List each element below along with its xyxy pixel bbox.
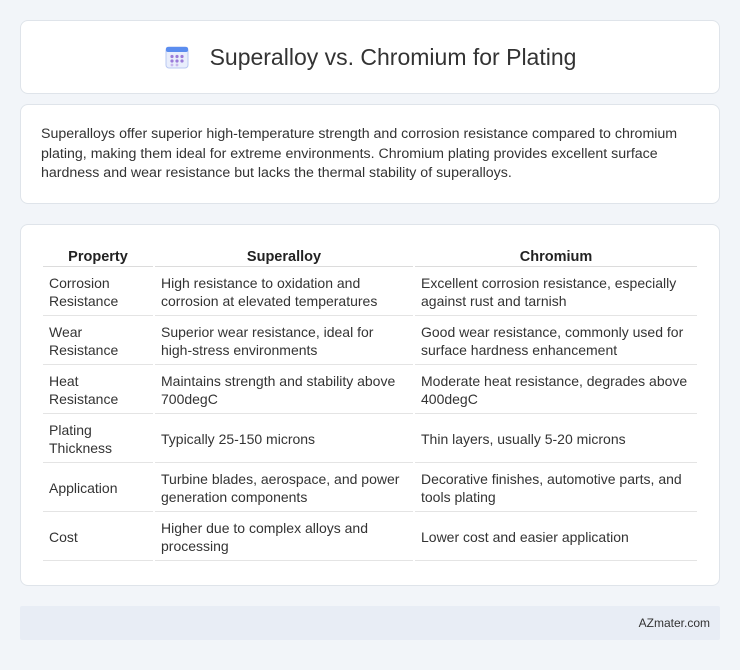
page-title: Superalloy vs. Chromium for Plating — [209, 43, 577, 70]
title-wrap — [164, 44, 577, 71]
cell-chromium: Lower cost and easier application — [415, 514, 697, 561]
table-row — [43, 269, 697, 316]
footer-bar — [20, 606, 720, 640]
comparison-table-card — [20, 224, 720, 586]
cell-chromium: Decorative finishes, automotive parts, and tools plating — [415, 465, 697, 512]
comparison-table — [41, 243, 699, 563]
cell-property: Corrosion Resistance — [43, 269, 153, 316]
table-row — [43, 465, 697, 512]
cell-superalloy: Maintains strength and stability above 700degC — [155, 367, 413, 414]
cell-chromium: Excellent corrosion resistance, especially against rust and tarnish — [415, 269, 697, 316]
cell-superalloy: Turbine blades, aerospace, and power generation components — [155, 465, 413, 512]
title-card — [20, 20, 720, 94]
intro-card — [20, 104, 720, 204]
table-row — [43, 318, 697, 365]
cell-chromium: Good wear resistance, commonly used for surface hardness enhancement — [415, 318, 697, 365]
cell-property: Plating Thickness — [43, 416, 153, 463]
cell-property: Application — [43, 465, 153, 512]
header-property: Property — [43, 245, 153, 267]
cell-property: Heat Resistance — [43, 367, 153, 414]
cell-property: Wear Resistance — [43, 318, 153, 365]
table-row — [43, 514, 697, 561]
header-superalloy: Superalloy — [155, 245, 413, 267]
cell-chromium: Moderate heat resistance, degrades above 400degC — [415, 367, 697, 414]
calendar-grid-icon — [164, 44, 190, 70]
intro-paragraph: Superalloys offer superior high-temperature strength and corrosion resistance compared to chromium plating, making them ideal for extreme environments. Chromium plating provides excellent surface hardness and wear resistance but lacks the thermal stability of superalloys. — [41, 126, 678, 181]
cell-superalloy: Superior wear resistance, ideal for high-stress environments — [155, 318, 413, 365]
cell-chromium: Thin layers, usually 5-20 microns — [415, 416, 697, 463]
footer-site-link[interactable]: AZmater.com — [638, 616, 710, 630]
header-chromium: Chromium — [415, 245, 697, 267]
table-row — [43, 416, 697, 463]
table-row — [43, 367, 697, 414]
cell-property: Cost — [43, 514, 153, 561]
cell-superalloy: High resistance to oxidation and corrosion at elevated temperatures — [155, 269, 413, 316]
table-header-row — [43, 245, 697, 267]
cell-superalloy: Typically 25-150 microns — [155, 416, 413, 463]
cell-superalloy: Higher due to complex alloys and processing — [155, 514, 413, 561]
